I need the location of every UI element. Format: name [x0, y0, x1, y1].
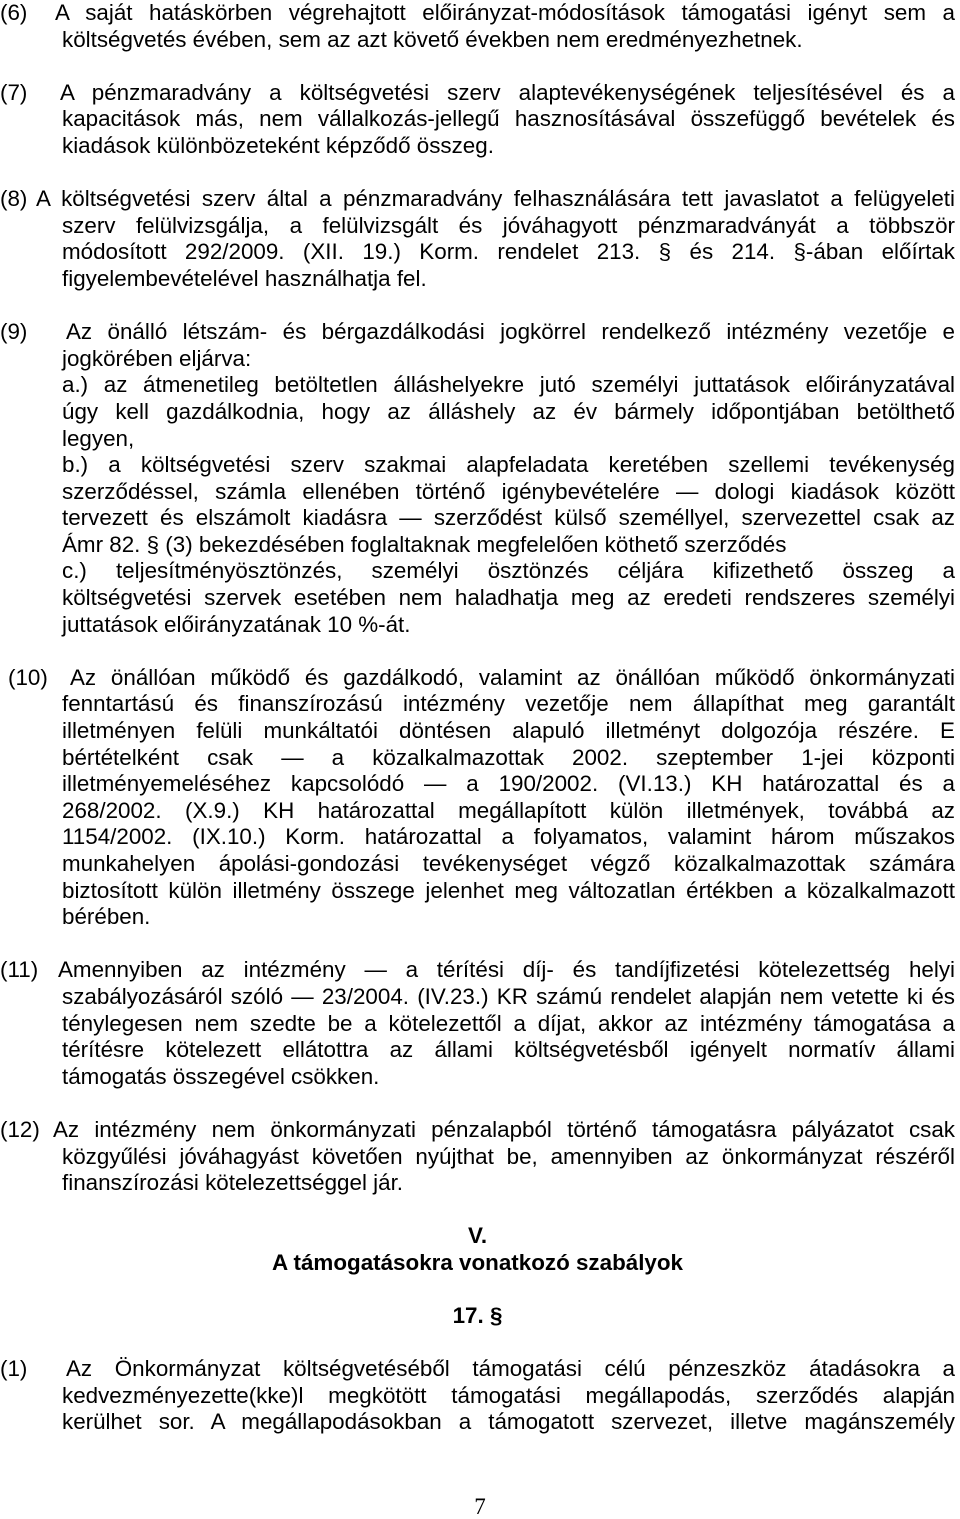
paragraph-line: kiadások különbözeteként képződő összeg. — [62, 132, 494, 158]
paragraph-line: a.) az átmenetileg betöltetlen álláshelyekre jutó személyi juttatások előirányzatával — [62, 372, 955, 398]
article-paragraph-1 — [0, 1356, 955, 1436]
paragraph-label: (10) — [8, 664, 48, 690]
paragraph-7 — [0, 80, 955, 160]
paragraph-line: szerv felülvizsgálja, a felülvizsgált és jóváhagyott pénzmaradványát a többször — [62, 212, 955, 238]
paragraph-line: térítésre kötelezett ellátottra az állami költségvetésből igényelt normatív állami — [62, 1037, 955, 1063]
paragraph-line: szabályozásáról szóló — 23/2004. (IV.23.) KR számú rendelet alapján nem vetette ki és — [62, 983, 955, 1009]
paragraph-line: illetményemeléséhez kapcsolódó — a 190/2002. (VI.13.) KH határozattal és a — [62, 771, 955, 797]
paragraph-line: Az intézmény nem önkormányzati pénzalapból történő támogatásra pályázatot csak — [53, 1116, 955, 1142]
paragraph-line: közgyűlési jóváhagyást követően nyújthat be, amennyiben az önkormányzat részéről — [62, 1143, 955, 1169]
paragraph-line: Az önálló létszám- és bérgazdálkodási jogkörrel rendelkező intézmény vezetője e — [66, 319, 955, 345]
paragraph-line: illetményen felüli munkáltatói döntésen alapuló illetményt dolgozója részére. E — [62, 718, 955, 744]
section-heading — [0, 1223, 955, 1276]
paragraph-label: (12) — [0, 1116, 40, 1142]
paragraph-line: módosított 292/2009. (XII. 19.) Korm. rendelet 213. § és 214. §-ában előírtak — [62, 239, 955, 265]
paragraph-6 — [0, 0, 955, 53]
paragraph-line: ténylegesen nem szedte be a kötelezettől a díjat, akkor az intézmény támogatása a — [62, 1010, 955, 1036]
paragraph-12 — [0, 1117, 955, 1197]
paragraph-line: figyelembevételével használhatja fel. — [62, 265, 427, 291]
paragraph-label: (7) — [0, 79, 28, 105]
paragraph-line: tervezett és elszámolt kiadásra — szerződést külső személlyel, szervezettel csak az — [62, 505, 955, 531]
list-point-a — [62, 372, 955, 452]
paragraph-line: munkahelyen ápolási-gondozási tevékenységet végző közalkalmazottak számára — [62, 851, 955, 876]
page-number: 7 — [474, 1494, 486, 1519]
paragraph-line: úgy kell gazdálkodnia, hogy az álláshely az év bármely időpontjában betölthető — [62, 398, 955, 424]
paragraph-line: költségvetés évében, sem az azt követő években nem eredményezhetnek. — [62, 26, 803, 52]
paragraph-line: bérében. — [62, 904, 151, 930]
paragraph-line: bértételként csak — a közalkalmazottak 2002. szeptember 1-jei központi — [62, 744, 955, 770]
paragraph-line: b.) a költségvetési szerv szakmai alapfeladata keretében szellemi tevékenység — [62, 452, 955, 478]
article-heading: 17. § — [452, 1303, 503, 1329]
paragraph-line: szerződéssel, számla ellenében történő igénybevételére — dologi kiadások között — [62, 478, 955, 504]
paragraph-line: A pénzmaradvány a költségvetési szerv alaptevékenységének teljesítésével és a — [60, 79, 955, 105]
article-heading-block — [0, 1303, 955, 1330]
paragraph-line: kerülhet sor. A megállapodásokban a támogatott szervezet, illetve magánszemély — [62, 1409, 955, 1435]
paragraph-line: jogkörében eljárva: — [62, 345, 252, 371]
paragraph-line: biztosított külön illetmény összege jelenhet meg változatlan értékben a közalkalmazott — [62, 877, 955, 903]
paragraph-line: Az Önkormányzat költségvetéséből támogatási célú pénzeszköz átadásokra a — [66, 1356, 955, 1382]
paragraph-line: juttatások előirányzatának 10 %-át. — [62, 611, 411, 637]
paragraph-9 — [0, 319, 955, 638]
paragraph-label: (1) — [0, 1356, 28, 1382]
paragraph-10 — [0, 665, 955, 931]
paragraph-line: támogatás összegével csökken. — [62, 1063, 380, 1089]
section-title: A támogatásokra vonatkozó szabályok — [271, 1249, 684, 1275]
paragraph-8 — [0, 186, 955, 292]
paragraph-label: (8) — [0, 186, 28, 212]
paragraph-line: 1154/2002. (IX.10.) Korm. határozattal a folyamatos, valamint három műszakos — [62, 824, 955, 850]
paragraph-line: kapacitások más, nem vállalkozás-jellegű hasznosításával összefüggő bevételek és — [62, 106, 955, 132]
paragraph-line: Ámr 82. § (3) bekezdésében foglaltaknak megfelelően köthető szerződés — [62, 531, 787, 557]
paragraph-line: A költségvetési szerv által a pénzmaradvány felhasználására tett javaslatot a felügyeleti — [36, 186, 955, 212]
paragraph-line: fenntartású és finanszírozású intézmény vezetője nem állapíthat meg garantált — [62, 691, 955, 717]
list-point-b — [62, 452, 955, 558]
list-point-c — [62, 558, 955, 638]
section-number: V. — [467, 1223, 488, 1249]
paragraph-line: kedvezményezette(kke)l megkötött támogatási megállapodás, szerződés alapján — [62, 1382, 955, 1408]
paragraph-label: (6) — [0, 0, 28, 25]
paragraph-line: c.) teljesítményösztönzés, személyi ösztönzés céljára kifizethető összeg a — [62, 558, 955, 584]
paragraph-line: legyen, — [62, 425, 135, 451]
paragraph-line: finanszírozási kötelezettséggel jár. — [62, 1170, 404, 1196]
paragraph-line: 268/2002. (X.9.) KH határozattal megállapított külön illetmények, továbbá az — [62, 797, 955, 823]
paragraph-line: Amennyiben az intézmény — a térítési díj- és tandíjfizetési kötelezettség helyi — [58, 957, 955, 983]
paragraph-11 — [0, 957, 955, 1090]
paragraph-line: A saját hatáskörben végrehajtott előirányzat-módosítások támogatási igényt sem a — [55, 0, 955, 25]
paragraph-label: (11) — [0, 957, 39, 983]
paragraph-label: (9) — [0, 319, 28, 345]
paragraph-line: költségvetési szervek esetében nem haladhatja meg az eredeti rendszeres személyi — [62, 585, 955, 611]
paragraph-line: Az önállóan működő és gazdálkodó, valamint az önállóan működő önkormányzati — [70, 664, 955, 690]
